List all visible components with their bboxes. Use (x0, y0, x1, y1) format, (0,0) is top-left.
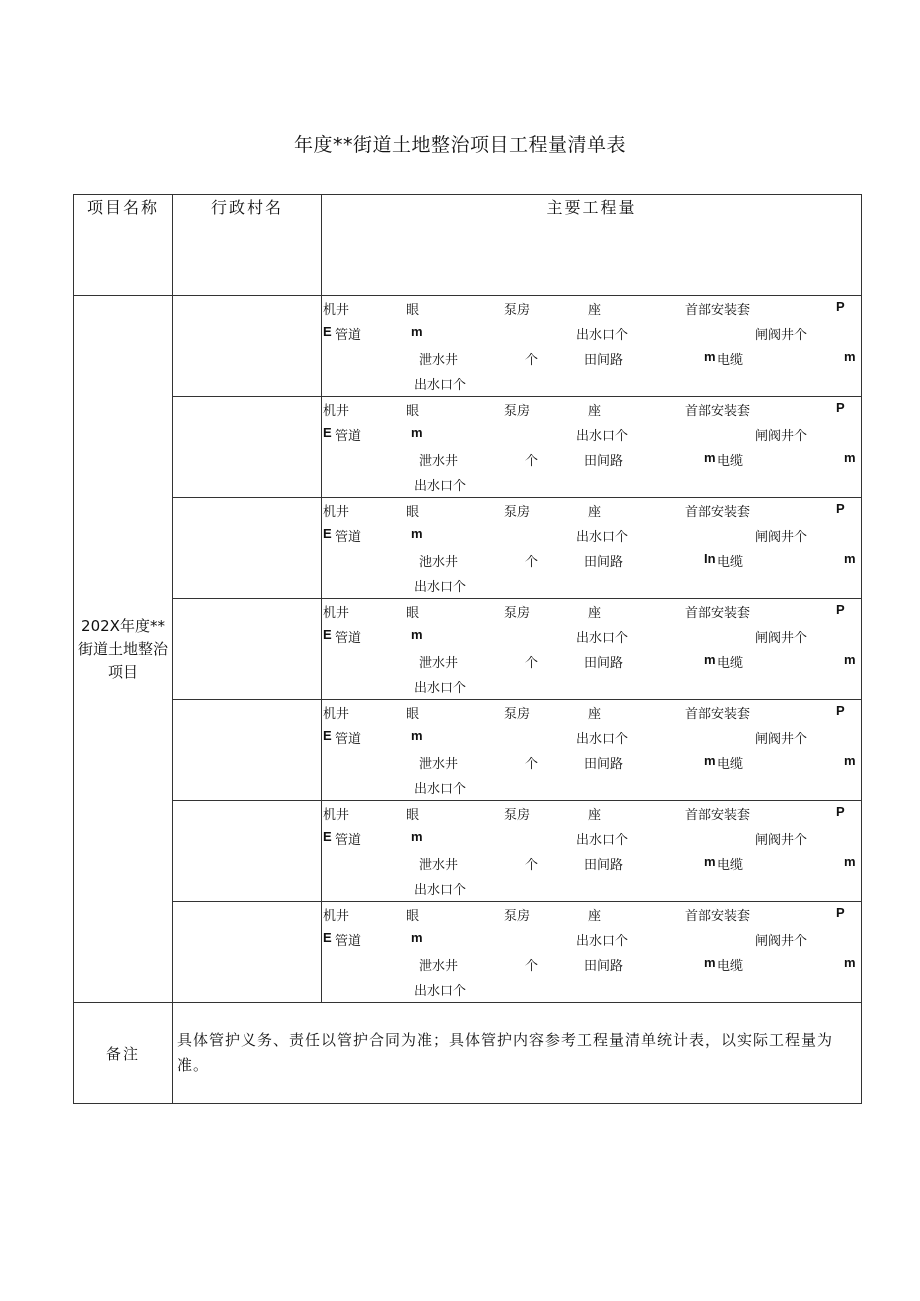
works-m3: m (844, 955, 856, 970)
works-m3: m (844, 349, 856, 364)
works-pipe: 管道 (335, 328, 362, 343)
works-ge: 个 (525, 656, 539, 671)
works-well: 机井 (323, 808, 350, 823)
works-cell (322, 902, 862, 1003)
works-seat: 座 (588, 707, 602, 722)
village-cell (173, 599, 322, 700)
works-pipe: 管道 (335, 732, 362, 747)
works-m1: m (411, 728, 423, 743)
works-road: 田间路 (584, 757, 624, 772)
works-m3: m (844, 652, 856, 667)
works-well: 机井 (323, 505, 350, 520)
works-seat: 座 (588, 909, 602, 924)
note-row (74, 1003, 862, 1104)
works-cell (322, 397, 862, 498)
works-m3: m (844, 450, 856, 465)
works-pump: 泵房 (504, 909, 531, 924)
works-head: 首部安装套 (685, 303, 751, 318)
works-pipe-e: E (323, 425, 332, 440)
works-seat: 座 (588, 808, 602, 823)
village-cell (173, 801, 322, 902)
works-pipe: 管道 (335, 833, 362, 848)
works-eye: 眼 (406, 404, 420, 419)
works-ge: 个 (525, 959, 539, 974)
works-pump: 泵房 (504, 808, 531, 823)
works-outlet2: 出水口个 (414, 378, 467, 393)
works-outlet: 出水口个 (576, 631, 629, 646)
works-pipe: 管道 (335, 530, 362, 545)
works-p: P (836, 804, 845, 819)
header-project-name: 项目名称 (74, 195, 173, 296)
table-row (74, 902, 862, 1003)
header-village: 行政村名 (173, 195, 322, 296)
works-road: 田间路 (584, 858, 624, 873)
works-outlet: 出水口个 (576, 530, 629, 545)
works-eye: 眼 (406, 505, 420, 520)
works-m1: m (411, 425, 423, 440)
works-valve: 闸阀井个 (755, 631, 808, 646)
header-works: 主要工程量 (322, 195, 862, 296)
works-pipe-e: E (323, 526, 332, 541)
works-drain: 泄水井 (419, 353, 459, 368)
works-outlet: 出水口个 (576, 833, 629, 848)
works-m2: In (704, 551, 716, 566)
document-title: 年度**街道土地整治项目工程量清单表 (293, 134, 626, 156)
works-m2: m (704, 652, 716, 667)
works-valve: 闸阀井个 (755, 429, 808, 444)
works-head: 首部安装套 (685, 707, 751, 722)
works-pipe-e: E (323, 627, 332, 642)
works-pipe-e: E (323, 728, 332, 743)
works-m1: m (411, 324, 423, 339)
works-m1: m (411, 526, 423, 541)
works-well: 机井 (323, 707, 350, 722)
table-row (74, 296, 862, 397)
works-seat: 座 (588, 303, 602, 318)
works-pipe-e: E (323, 829, 332, 844)
works-m2: m (704, 450, 716, 465)
works-ge: 个 (525, 858, 539, 873)
works-cell (322, 599, 862, 700)
works-well: 机井 (323, 909, 350, 924)
works-valve: 闸阀井个 (755, 934, 808, 949)
quantity-table (73, 194, 862, 1104)
works-pump: 泵房 (504, 606, 531, 621)
works-valve: 闸阀井个 (755, 328, 808, 343)
works-outlet: 出水口个 (576, 934, 629, 949)
works-valve: 闸阀井个 (755, 732, 808, 747)
works-outlet2: 出水口个 (414, 883, 467, 898)
works-m2: m (704, 753, 716, 768)
works-m3: m (844, 753, 856, 768)
works-road: 田间路 (584, 656, 624, 671)
works-pump: 泵房 (504, 303, 531, 318)
works-valve: 闸阀井个 (755, 833, 808, 848)
works-cable: 电缆 (717, 858, 744, 873)
works-cable: 电缆 (717, 959, 744, 974)
works-valve: 闸阀井个 (755, 530, 808, 545)
works-pipe: 管道 (335, 934, 362, 949)
works-eye: 眼 (406, 303, 420, 318)
works-cell (322, 498, 862, 599)
works-drain: 泄水井 (419, 858, 459, 873)
works-m1: m (411, 829, 423, 844)
village-cell (173, 902, 322, 1003)
works-p: P (836, 602, 845, 617)
works-head: 首部安装套 (685, 606, 751, 621)
works-pipe: 管道 (335, 631, 362, 646)
works-road: 田间路 (584, 353, 624, 368)
works-drain: 泄水井 (419, 656, 459, 671)
works-p: P (836, 905, 845, 920)
works-cable: 电缆 (717, 454, 744, 469)
village-cell (173, 700, 322, 801)
works-eye: 眼 (406, 808, 420, 823)
project-name: 202X年度**街道土地整治项目 (77, 616, 168, 681)
works-cable: 电缆 (717, 555, 744, 570)
works-seat: 座 (588, 404, 602, 419)
works-p: P (836, 703, 845, 718)
table-header-row (74, 195, 862, 296)
works-well: 机井 (323, 303, 350, 318)
project-name-cell (74, 296, 173, 1003)
table-row (74, 700, 862, 801)
works-outlet2: 出水口个 (414, 580, 467, 595)
works-ge: 个 (525, 454, 539, 469)
village-cell (173, 397, 322, 498)
works-well: 机井 (323, 404, 350, 419)
works-eye: 眼 (406, 707, 420, 722)
note-label: 备注 (74, 1003, 173, 1104)
works-drain: 泄水井 (419, 757, 459, 772)
works-road: 田间路 (584, 454, 624, 469)
table-row (74, 801, 862, 902)
works-p: P (836, 299, 845, 314)
village-cell (173, 498, 322, 599)
works-cell (322, 700, 862, 801)
works-m2: m (704, 349, 716, 364)
works-pump: 泵房 (504, 707, 531, 722)
note-text: 具体管护义务、责任以管护合同为准；具体管护内容参考工程量清单统计表，以实际工程量为准。 (173, 1003, 862, 1104)
works-pipe: 管道 (335, 429, 362, 444)
works-outlet: 出水口个 (576, 429, 629, 444)
works-cell (322, 296, 862, 397)
works-eye: 眼 (406, 909, 420, 924)
works-outlet2: 出水口个 (414, 479, 467, 494)
table-row (74, 498, 862, 599)
works-p: P (836, 501, 845, 516)
works-outlet2: 出水口个 (414, 782, 467, 797)
works-outlet2: 出水口个 (414, 681, 467, 696)
works-pump: 泵房 (504, 505, 531, 520)
works-drain: 泄水井 (419, 959, 459, 974)
works-seat: 座 (588, 606, 602, 621)
works-pipe-e: E (323, 324, 332, 339)
works-m3: m (844, 854, 856, 869)
works-ge: 个 (525, 353, 539, 368)
works-drain: 池水井 (419, 555, 459, 570)
works-drain: 泄水井 (419, 454, 459, 469)
works-m2: m (704, 854, 716, 869)
works-road: 田间路 (584, 555, 624, 570)
works-seat: 座 (588, 505, 602, 520)
table-row (74, 397, 862, 498)
works-ge: 个 (525, 757, 539, 772)
works-head: 首部安装套 (685, 909, 751, 924)
works-head: 首部安装套 (685, 505, 751, 520)
works-outlet: 出水口个 (576, 732, 629, 747)
works-eye: 眼 (406, 606, 420, 621)
works-ge: 个 (525, 555, 539, 570)
works-m2: m (704, 955, 716, 970)
works-cable: 电缆 (717, 353, 744, 368)
works-p: P (836, 400, 845, 415)
works-road: 田间路 (584, 959, 624, 974)
works-pipe-e: E (323, 930, 332, 945)
village-cell (173, 296, 322, 397)
works-head: 首部安装套 (685, 808, 751, 823)
works-m1: m (411, 627, 423, 642)
table-row (74, 599, 862, 700)
works-cable: 电缆 (717, 656, 744, 671)
works-well: 机井 (323, 606, 350, 621)
works-pump: 泵房 (504, 404, 531, 419)
works-m3: m (844, 551, 856, 566)
works-outlet2: 出水口个 (414, 984, 467, 999)
works-m1: m (411, 930, 423, 945)
works-cell (322, 801, 862, 902)
works-cable: 电缆 (717, 757, 744, 772)
works-head: 首部安装套 (685, 404, 751, 419)
works-outlet: 出水口个 (576, 328, 629, 343)
